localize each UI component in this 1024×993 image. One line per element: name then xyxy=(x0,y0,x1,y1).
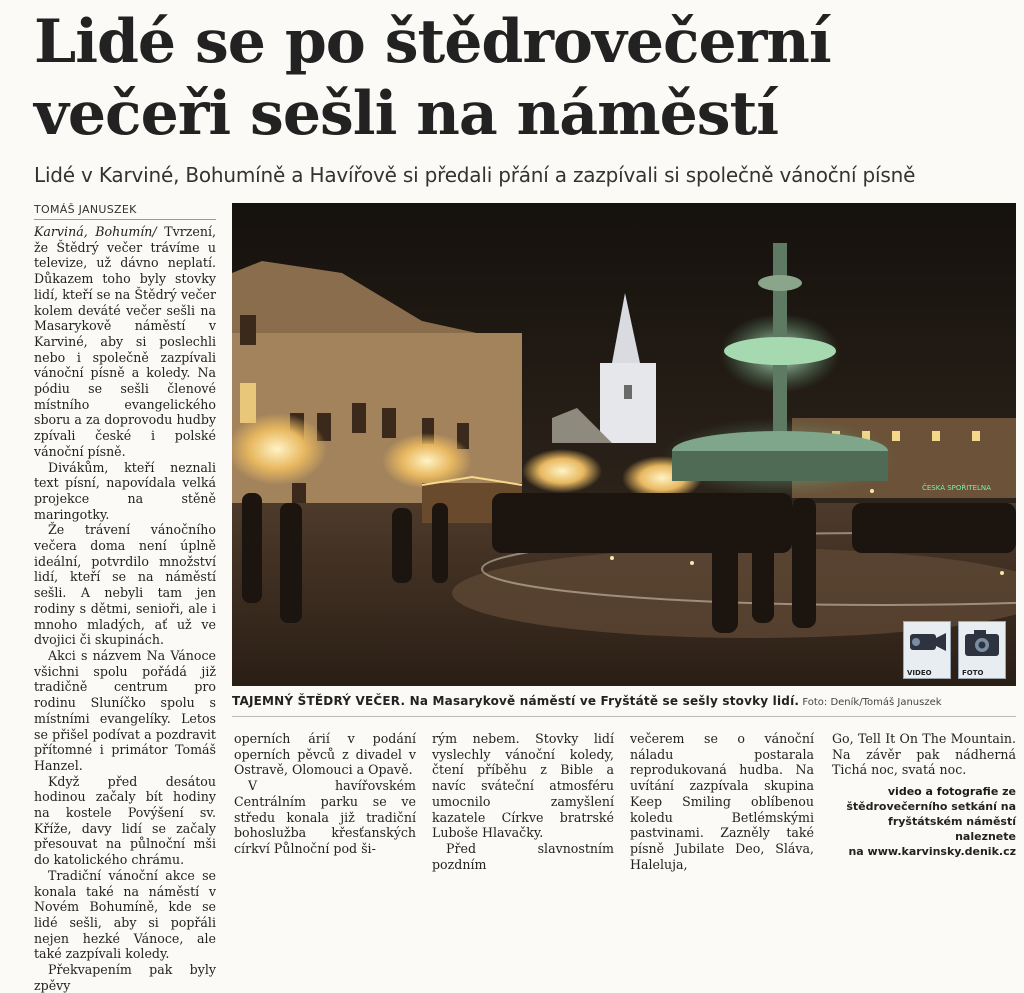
paragraph: Že trávení vánočního večera doma není úplně ideální, potvrdilo množství lidí, kteří se na náměstí sešli. A nebyli tam jen rodiny s dětmi, senioři, ale i mnoho mladých, ať už ve dvojici či skupinách. xyxy=(34,522,216,648)
paragraph: Překvapením pak byly zpěvy xyxy=(34,962,216,993)
headline-line-2: večeři sešli na náměstí xyxy=(34,79,779,149)
caption-divider xyxy=(232,716,1016,717)
paragraph: operních árií v podání operních pěvců z divadel v Ostravě, Olomouci a Opavě. xyxy=(234,731,416,778)
paragraph: Go, Tell It On The Mountain. Na závěr pak nádherná Tichá noc, svatá noc. xyxy=(832,731,1016,778)
caption-text: Na Masarykově náměstí ve Fryštátě se sešly stovky lidí. xyxy=(405,694,800,708)
paragraph: večerem se o vánoční náladu postarala reprodukovaná hudba. Na uvítání zazpívala skupina Keep Smiling oblíbenou koledu Betlémskými pastvinami. Zazněly také písně Jubilate Deo, Sláva, Haleluja, xyxy=(630,731,814,872)
paragraph: V havířovském Centrálním parku se ve středu konala již tradiční bohoslužba křesťanských církví Půlnoční pod ši- xyxy=(234,778,416,856)
paragraph: Když před desátou hodinou začaly bít hodiny na kostele Povýšení sv. Kříže, davy lidí se začaly přesouvat na půlnoční mši do katolického chrámu. xyxy=(34,773,216,868)
paragraph: rým nebem. Stovky lidí vyslechly vánoční koledy, čtení příběhu z Bible a navíc sváteční atmosféru umocnilo zamyšlení kazatele Církve bratrské Luboše Hlavačky. xyxy=(432,731,614,841)
headline xyxy=(34,6,994,150)
paragraph: Před slavnostním pozdním xyxy=(432,840,614,872)
paragraph: Karviná, Bohumín/ Tvrzení, že Štědrý večer trávíme u televize, už dávno neplatí. Důkazem toho byly stovky lidí, kteří se na Štědrý večer kolem deváté večer sešli na Masarykově náměstí v Karviné, aby si poslechli nebo i společně zazpívali vánoční písně a koledy. Na pódiu se sešli členové místního evangelického sboru a za doprovodu hudby zpívali české i polské vánoční písně. xyxy=(34,224,216,459)
article-column-4 xyxy=(630,731,814,872)
video-label: VIDEO xyxy=(907,669,932,677)
foto-label: FOTO xyxy=(962,669,984,677)
photo-camera-icon xyxy=(959,622,1005,662)
article-photo xyxy=(232,203,1016,686)
video-button[interactable] xyxy=(903,621,951,679)
video-camera-icon xyxy=(904,622,950,662)
web-reference-accent: video a fotografie xyxy=(887,785,999,799)
caption-lead: TAJEMNÝ ŠTĚDRÝ VEČER. xyxy=(232,694,406,708)
web-link[interactable]: na www.karvinsky.denik.cz xyxy=(848,845,1016,859)
paragraph: Divákům, kteří neznali text písní, napovídala velká projekce na stěně maringotky. xyxy=(34,459,216,522)
night-square-photo xyxy=(232,203,1016,686)
photo-caption xyxy=(232,694,1016,708)
subheadline: Lidé v Karviné, Bohumíně a Havířově si předali přání a zazpívali si společně vánoční písně xyxy=(34,163,916,187)
byline: TOMÁŠ JANUSZEK xyxy=(34,203,216,220)
photo-credit: Foto: Deník/Tomáš Januszek xyxy=(799,697,942,708)
paragraph: Akci s názvem Na Vánoce všichni spolu pořádá již tradičně centrum pro rodinu Sluníčko spolu s místními evangelíky. Letos se přišel podívat a pozdravit přítomné i primátor Tomáš Hanzel. xyxy=(34,647,216,773)
article-column-1 xyxy=(34,224,216,993)
web-reference: video a fotografie ze štědrovečerního setkání na fryštátském náměstí naleznete na www.karvinsky.denik.cz xyxy=(832,784,1016,859)
article-column-3 xyxy=(432,731,614,872)
shop-sign: ČESKÁ SPOŘITELNA xyxy=(922,484,991,492)
dateline: Karviná, Bohumín/ xyxy=(34,224,157,239)
photo-button[interactable] xyxy=(958,621,1006,679)
article-column-5 xyxy=(832,731,1016,859)
paragraph: Tradiční vánoční akce se konala také na náměstí v Novém Bohumíně, kde se lidé sešli, aby si popřáli nejen hezké Vánoce, ale také zazpívali koledy. xyxy=(34,867,216,962)
headline-line-1: Lidé se po štědrovečerní xyxy=(34,7,831,77)
